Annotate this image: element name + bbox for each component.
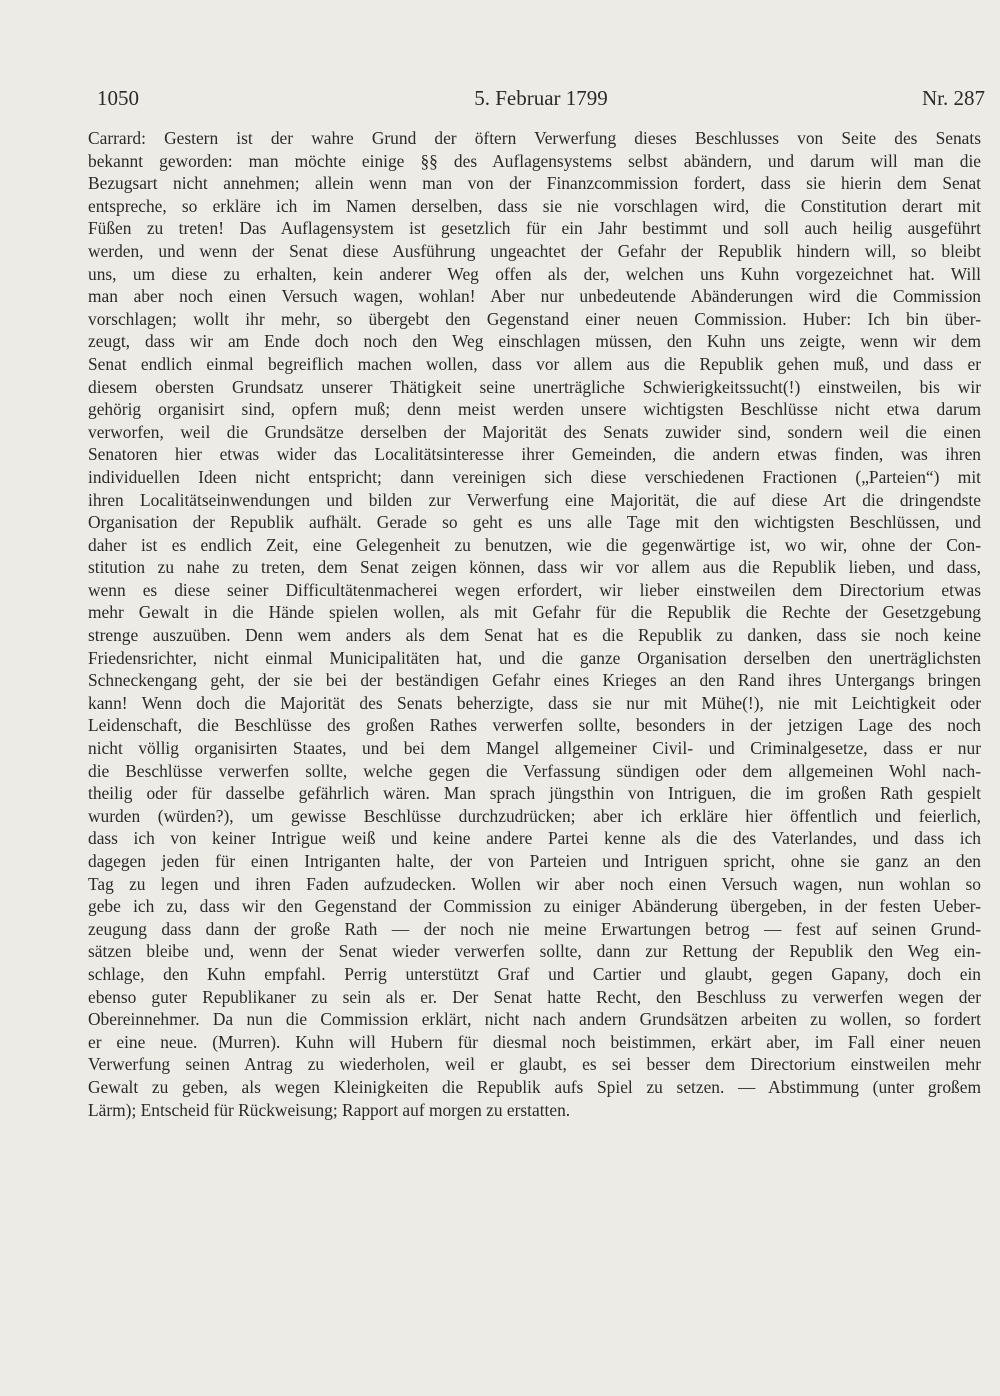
- text-line: Friedensrichter, nicht einmal Municipalitäten hat, und die ganze Organisation derselben den unerträglichsten: [88, 647, 981, 668]
- body-text: [88, 127, 981, 1121]
- text-line: Füßen zu treten! Das Auflagensystem ist gesetzlich für ein Jahr bestimmt und soll auch heilig ausgeführt: [88, 218, 981, 239]
- text-line: Schneckengang geht, der sie bei der beständigen Gefahr eines Krieges an den Rand ihres Untergangs bringen: [88, 670, 981, 691]
- text-line: individuellen Ideen nicht entspricht; dann vereinigen sich diese verschiedenen Fractionen („Parteien“) mit: [88, 466, 981, 487]
- text-line: dass ich von keiner Intrigue weiß und keine andere Partei kenne als die des Vaterlandes, und dass ich: [88, 828, 981, 849]
- text-line: Carrard: Gestern ist der wahre Grund der öftern Verwerfung dieses Beschlusses von Seite des Senats: [88, 128, 981, 148]
- text-line: sätzen bleibe und, wenn der Senat wieder verwerfen sollte, dann zur Rettung der Republik den Weg ein-: [88, 941, 981, 962]
- text-line: er eine neue. (Murren). Kuhn will Hubern für diesmal noch beistimmen, erkärt aber, im Fall einer neuen: [88, 1031, 981, 1052]
- text-line: Leidenschaft, die Beschlüsse des großen Rathes verwerfen sollte, besonders in der jetzigen Lage des noch: [88, 715, 981, 736]
- text-line: nicht völlig organisirten Staates, und bei dem Mangel allgemeiner Civil- und Criminalgesetze, dass er nur: [88, 738, 981, 759]
- text-line: schlage, den Kuhn empfahl. Perrig unterstützt Graf und Cartier und glaubt, gegen Gapany, doch ein: [88, 963, 981, 984]
- page-date: 5. Februar 1799: [474, 86, 608, 110]
- document-number: Nr. 287: [922, 86, 985, 110]
- text-line: theilig oder für dasselbe gefährlich wären. Man sprach jüngsthin von Intriguen, die im großen Rath gespielt: [88, 783, 981, 804]
- text-line: man aber noch einen Versuch wagen, wohlan! Aber nur unbedeutende Abänderungen wird die Commission: [88, 286, 981, 307]
- text-line: Senat endlich einmal begreiflich machen wollen, dass vor allem aus die Republik gehen muß, und dass er: [88, 353, 981, 374]
- text-line: Tag zu legen und ihren Faden aufzudecken. Wollen wir aber noch einen Versuch wagen, nun wohlan so: [88, 873, 981, 894]
- text-line: Lärm); Entscheid für Rückweisung; Rapport auf morgen zu erstatten.: [88, 1099, 571, 1120]
- text-line: Obereinnehmer. Da nun die Commission erklärt, nicht nach andern Grundsätzen arbeiten zu wollen, so fordert: [88, 1009, 981, 1030]
- text-line: Gewalt zu geben, als wegen Kleinigkeiten die Republik aufs Spiel zu setzen. — Abstimmung (unter großem: [88, 1076, 981, 1097]
- text-line: stitution zu nahe zu treten, dem Senat zeigen können, dass wir vor allem aus die Republik lieben, und dass,: [88, 557, 981, 578]
- text-line: Senatoren hier etwas wider das Localitätsinteresse ihrer Gemeinden, die andern etwas finden, was ihren: [88, 444, 981, 465]
- text-line: die Beschlüsse verwerfen sollte, welche gegen die Verfassung sündigen oder dem allgemeinen Wohl nach-: [88, 760, 981, 781]
- text-line: vorschlagen; wollt ihr mehr, so übergebt den Gegenstand einer neuen Commission. Huber: Ich bin über-: [88, 308, 981, 329]
- text-line: strenge auszuüben. Denn wem anders als dem Senat hat es die Republik zu danken, dass sie noch keine: [88, 625, 981, 646]
- text-line: entspreche, so erkläre ich im Namen derselben, dass sie nie vorschlagen wird, die Constitution derart mit: [88, 195, 981, 216]
- text-line: kann! Wenn doch die Majorität des Senats beherzigte, dass sie nur mit Mühe(!), nie mit Leichtigkeit oder: [88, 692, 981, 713]
- text-line: ihren Localitätseinwendungen und bilden zur Verwerfung eine Majorität, die auf diese Art die dringendste: [88, 489, 981, 510]
- text-line: Verwerfung seinen Antrag zu wiederholen, weil er glaubt, es sei besser dem Directorium einstweilen mehr: [88, 1054, 981, 1075]
- page-number: 1050: [97, 86, 139, 110]
- text-line: ebenso guter Republikaner zu sein als er. Der Senat hatte Recht, den Beschluss zu verwerfen wegen der: [88, 986, 981, 1007]
- text-line: wenn es diese seiner Difficultätenmacherei wegen erfordert, wir lieber einstweilen dem Directorium etwas: [88, 579, 981, 600]
- text-line: dagegen jeden für einen Intriganten halte, der von Parteien und Intriguen spricht, ohne sie ganz an den: [88, 851, 981, 871]
- text-line: mehr Gewalt in die Hände spielen wollen, als mit Gefahr für die Republik die Rechte der Gesetzgebung: [88, 602, 981, 623]
- text-line: verworfen, weil die Grundsätze derselben der Majorität des Senats zuwider sind, sondern weil die einen: [88, 421, 981, 442]
- text-line: uns, um diese zu erhalten, kein anderer Weg offen als der, welchen uns Kuhn vorgezeichnet hat. Will: [88, 263, 981, 284]
- text-line: werden, und wenn der Senat diese Ausführung ungeachtet der Gefahr der Republik hindern will, so bleibt: [88, 240, 981, 261]
- text-line: Organisation der Republik aufhält. Gerade so geht es uns alle Tage mit den wichtigsten Beschlüssen, und: [88, 512, 981, 533]
- text-line: zeugung dass dann der große Rath — der noch nie meine Erwartungen betrog — fest auf seinen Grund-: [88, 918, 981, 939]
- text-line: wurden (würden?), um gewisse Beschlüsse durchzudrücken; aber ich erkläre hier öffentlich und feierlich,: [88, 805, 981, 826]
- text-line: gehörig organisirt sind, opfern muß; denn meist werden unsere wichtigsten Beschlüsse nicht etwa darum: [88, 399, 981, 420]
- text-line: diesem obersten Grundsatz unserer Thätigkeit seine unerträgliche Schwierigkeitssucht(!) einstweilen, bis wir: [88, 376, 981, 397]
- text-line: zeugt, dass wir am Ende doch noch den Weg einschlagen müssen, den Kuhn uns zeigte, wenn wir dem: [88, 331, 981, 352]
- text-line: daher ist es endlich Zeit, eine Gelegenheit zu benutzen, wie die gegenwärtige ist, wo wir, ohne der Con-: [88, 534, 981, 555]
- page-header: [97, 86, 985, 116]
- text-line: bekannt geworden: man möchte einige §§ des Auflagensystems selbst abändern, und darum will man die: [88, 150, 981, 171]
- text-line: gebe ich zu, dass wir den Gegenstand der Commission zu einiger Abänderung übergeben, in der festen Ueber-: [88, 896, 981, 917]
- text-line: Bezugsart nicht annehmen; allein wenn man von der Finanzcommission fordert, dass sie hierin dem Senat: [88, 173, 981, 194]
